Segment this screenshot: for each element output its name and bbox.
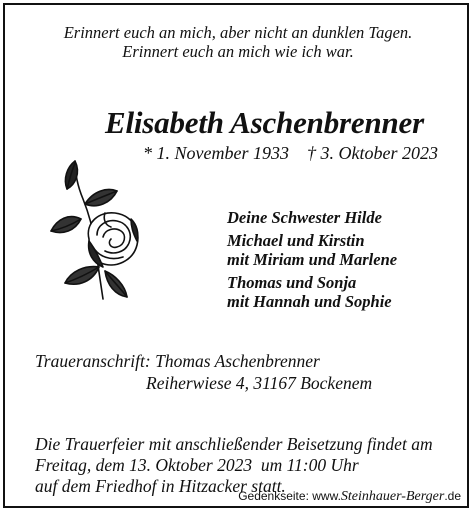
- memorial-link-label: Gedenkseite: www.: [238, 489, 341, 503]
- mourner-line-2: Michael und Kirstin: [227, 231, 365, 250]
- ceremony-line-1: Die Trauerfeier mit anschließender Beisetzung findet am: [35, 434, 433, 454]
- memorial-link[interactable]: [238, 489, 461, 505]
- ceremony-line-3: auf dem Friedhof in Hitzacker statt.: [35, 476, 286, 496]
- mourner-line-1: Deine Schwester Hilde: [227, 208, 382, 227]
- life-dates: * 1. November 1933 † 3. Oktober 2023: [143, 143, 438, 163]
- obituary-frame: [3, 3, 469, 508]
- address-line-1: Traueranschrift: Thomas Aschenbrenner: [35, 351, 320, 371]
- quote-line-2: Erinnert euch an mich wie ich war.: [122, 42, 354, 61]
- memorial-link-brand: Steinhauer-Berger: [340, 489, 445, 504]
- ceremony-line-2: Freitag, dem 13. Oktober 2023 um 11:00 Uhr: [35, 455, 359, 475]
- mourner-line-5: mit Hannah und Sophie: [227, 292, 392, 311]
- address-line-2: Reiherwiese 4, 31167 Bockenem: [146, 373, 373, 393]
- rose-icon: [45, 149, 145, 309]
- quote-line-1: Erinnert euch an mich, aber nicht an dunklen Tagen.: [63, 23, 413, 42]
- deceased-name: Elisabeth Aschenbrenner: [105, 105, 424, 140]
- mourner-line-4: Thomas und Sonja: [227, 273, 357, 292]
- mourner-line-3: mit Miriam und Marlene: [227, 250, 398, 269]
- memorial-link-suffix: .de: [444, 489, 461, 503]
